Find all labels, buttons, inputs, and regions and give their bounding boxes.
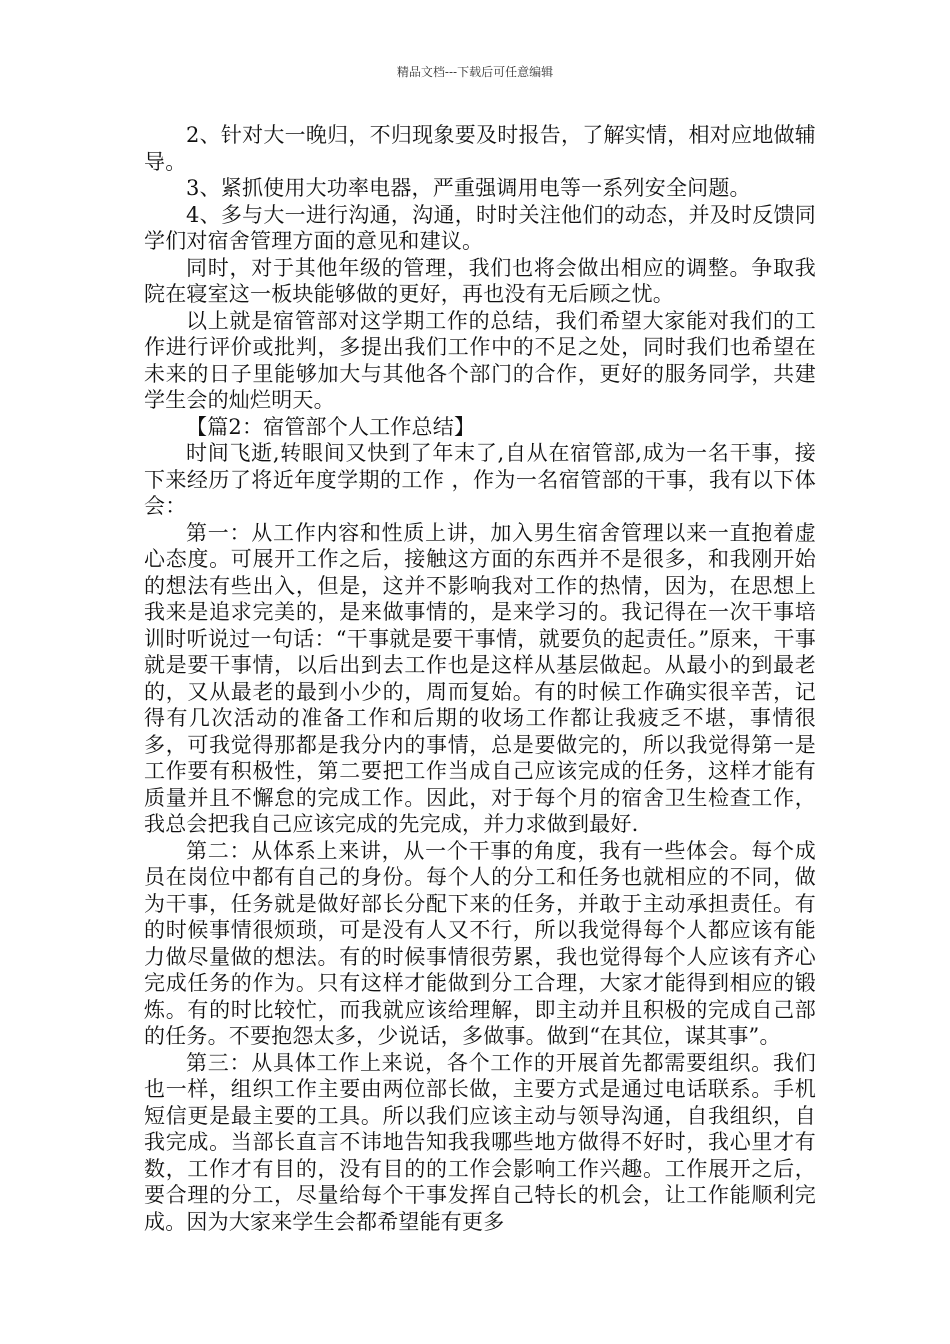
paragraph-item-3: 3、紧抓使用大功率电器，严重强调用电等一系列安全问题。 [186,176,751,200]
paragraph-item-4: 4、多与大一进行沟通，沟通，时时关注他们的动态，并及时反馈同学们对宿舍管理方面的意见和建议。 [144,202,816,253]
paragraph-other-grades: 同时，对于其他年级的管理，我们也将会做出相应的调整。争取我院在寝室这一板块能够做的更好，再也没有无后顾之忧。 [144,255,816,306]
paragraph-item-2: 2、针对大一晚归，不归现象要及时报告，了解实情，相对应地做辅导。 [144,123,816,174]
paragraph-second: 第二：从体系上来讲，从一个干事的角度，我有一些体会。每个成员在岗位中都有自己的身份。每个人的分工和任务也就相应的不同，做为干事，任务就是做好部长分配下来的任务，并敢于主动承担责任。有的时候事情很烦琐，可是没有人又不行，所以我觉得每个人都应该有能力做尽量做的想法。有的时候事情很劳累，我也觉得每个人应该有齐心完成任务的作为。只有这样才能做到分工合理，大家才能得到相应的锻炼。有的时比较忙，而我就应该给理解，即主动并且积极的完成自己部的任务。不要抱怨太多，少说话，多做事。做到“在其位，谋其事”。 [144,838,816,1048]
paragraph-conclusion: 以上就是宿管部对这学期工作的总结，我们希望大家能对我们的工作进行评价或批判，多提出我们工作中的不足之处，同时我们也希望在未来的日子里能够加大与其他各个部门的合作，更好的服务同学，共建学生会的灿烂明天。 [144,308,816,412]
paragraph-first: 第一：从工作内容和性质上讲，加入男生宿舍管理以来一直抱着虚心态度。可展开工作之后，接触这方面的东西并不是很多，和我刚开始的想法有些出入，但是，这并不影响我对工作的热情，因为，在思想上我来是追求完美的，是来做事情的，是来学习的。我记得在一次干事培训时听说过一句话：“干事就是要干事情，就要负的起责任。”原来，干事就是要干事情，以后出到去工作也是这样从基层做起。从最小的到最老的，又从最老的最到小少的，周而复始。有的时候工作确实很辛苦，记得有几次活动的准备工作和后期的收场工作都让我疲乏不堪，事情很多，可我觉得那都是我分内的事情，总是要做完的，所以我觉得第一是工作要有积极性，第二要把工作当成自己应该完成的任务，这样才能有质量并且不懈怠的完成工作。因此，对于每个月的宿舍卫生检查工作，我总会把我自己应该完成的先完成，并力求做到最好. [144,520,816,836]
paragraph-intro: 时间飞逝,转眼间又快到了年末了,自从在宿管部,成为一名干事，接下来经历了将近年度学期的工作 ，作为一名宿管部的干事，我有以下体会： [144,441,816,518]
section-heading: 【篇2：宿管部个人工作总结】 [186,414,476,439]
page-header: 精品文档---下载后可任意编辑 [396,65,554,79]
paragraph-third: 第三：从具体工作上来说，各个工作的开展首先都需要组织。我们也一样，组织工作主要由两位部长做，主要方式是通过电话联系。手机短信更是最主要的工具。所以我们应该主动与领导沟通，自我组织，自我完成。当部长直言不讳地告知我我哪些地方做得不好时，我心里才有数，工作才有目的，没有目的的工作会影响工作兴趣。工作展开之后，要合理的分工，尽量给每个干事发挥自己特长的机会，让工作能顺利完成。因为大家来学生会都希望能有更多 [144,1050,816,1234]
document-body [144,122,816,1235]
